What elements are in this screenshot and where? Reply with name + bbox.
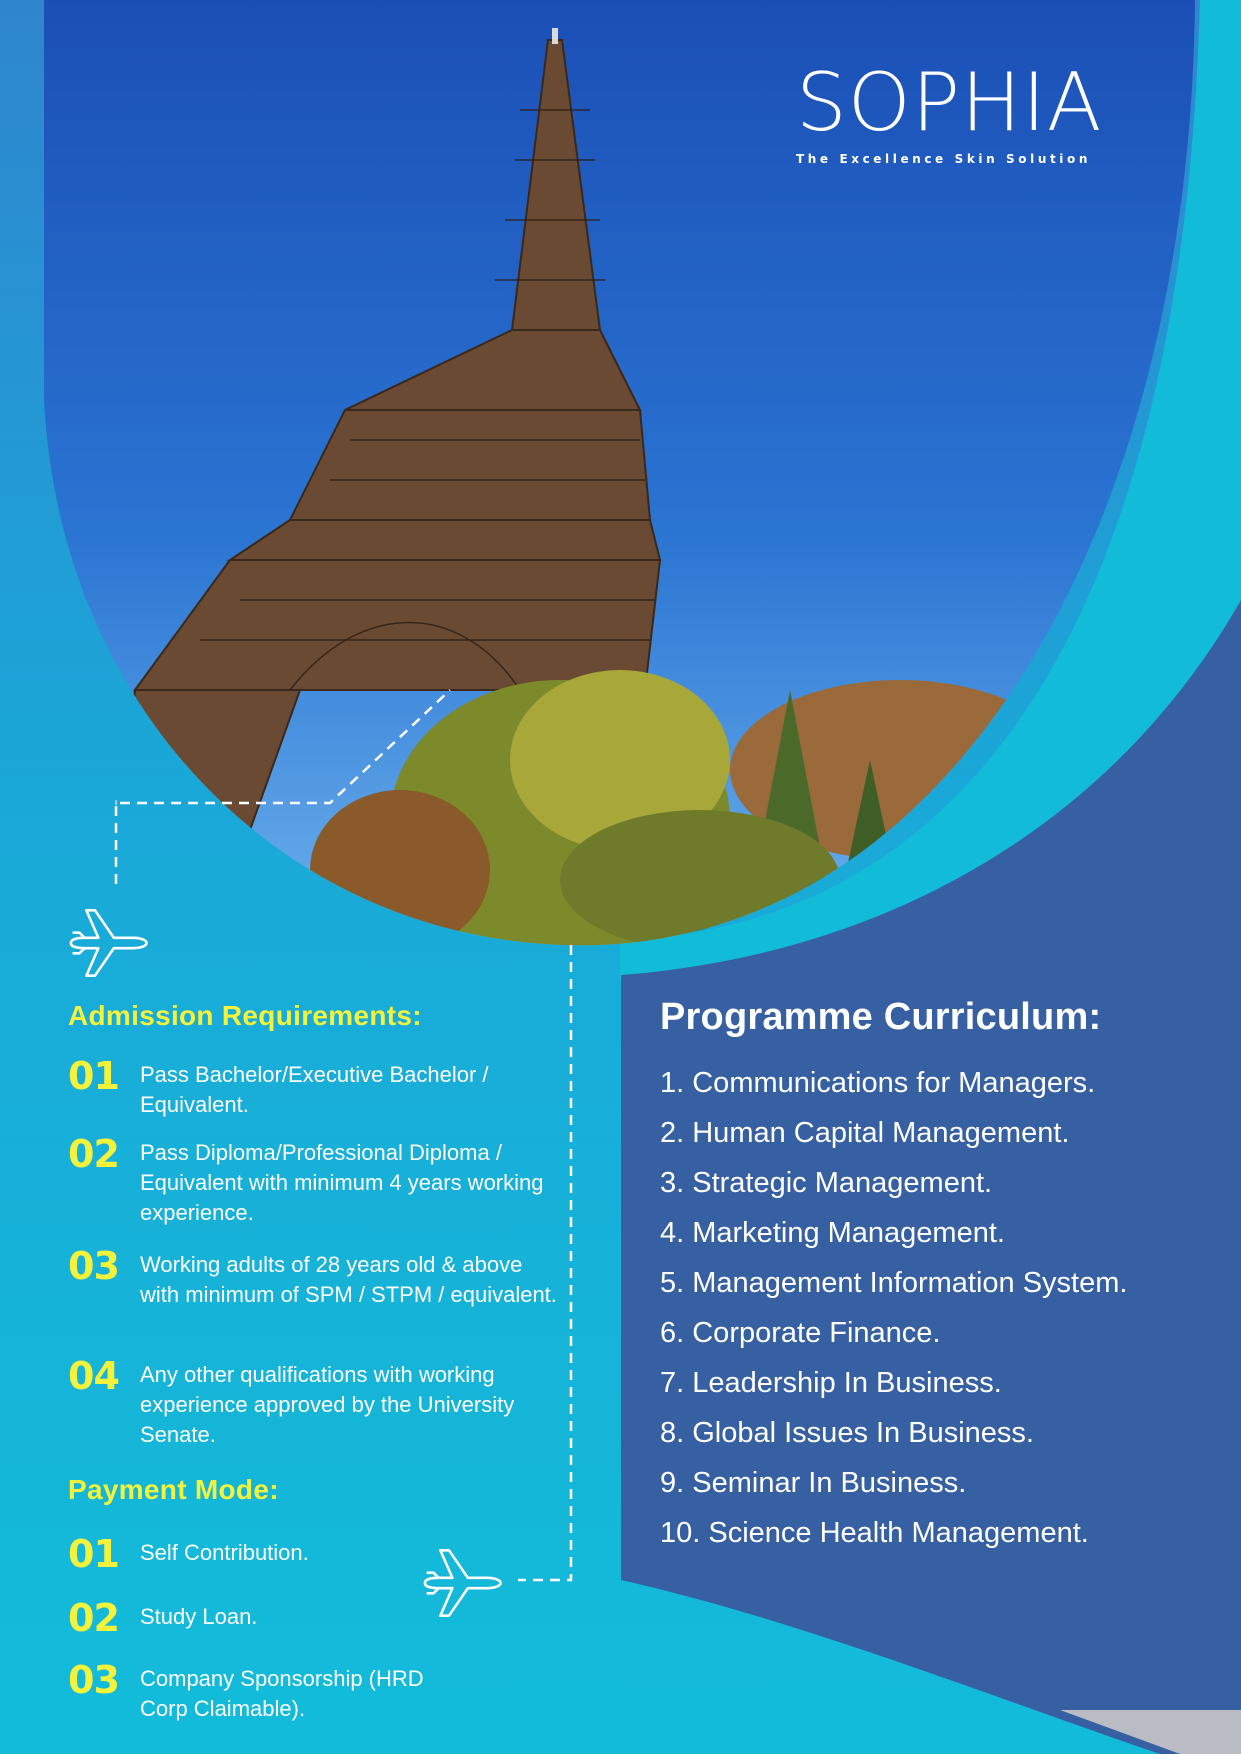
item-text: Working adults of 28 years old & above with minimum of SPM / STPM / equivalent. (140, 1252, 557, 1307)
curriculum-item: 2. Human Capital Management. (660, 1117, 1070, 1149)
item-number: 01 (68, 1532, 119, 1576)
curriculum-item: 7. Leadership In Business. (660, 1367, 1002, 1399)
item-text: Pass Diploma/Professional Diploma / Equivalent with minimum 4 years working experience. (140, 1140, 544, 1225)
item-text: Any other qualifications with working experience approved by the University Senate. (140, 1362, 515, 1447)
item-number: 02 (68, 1596, 119, 1640)
item-number: 03 (68, 1244, 119, 1288)
curriculum-item: 9. Seminar In Business. (660, 1467, 967, 1499)
payment-title: Payment Mode: (68, 1474, 279, 1505)
curriculum-list (660, 1058, 1220, 1558)
logo-tagline: The Excellence Skin Solution (796, 152, 1092, 166)
curriculum-item: 5. Management Information System. (660, 1267, 1128, 1299)
curriculum-title: Programme Curriculum: (660, 996, 1102, 1038)
curriculum-item: 8. Global Issues In Business. (660, 1417, 1034, 1449)
item-number: 04 (68, 1354, 119, 1398)
admission-title: Admission Requirements: (68, 1000, 422, 1031)
curriculum-item: 3. Strategic Management. (660, 1167, 993, 1199)
item-text: Pass Bachelor/Executive Bachelor / Equivalent. (140, 1062, 489, 1117)
curriculum-item: 1. Communications for Managers. (660, 1067, 1096, 1099)
item-number: 01 (68, 1054, 119, 1098)
sophia-logo (796, 58, 1106, 166)
logo-brand: SOPHIA (796, 56, 1103, 149)
airplane-icon (64, 900, 150, 986)
item-text: Study Loan. (140, 1604, 258, 1629)
curriculum-item: 6. Corporate Finance. (660, 1317, 941, 1349)
curriculum-item: 10. Science Health Management. (660, 1517, 1089, 1549)
item-text: Self Contribution. (140, 1540, 309, 1565)
curriculum-item: 4. Marketing Management. (660, 1217, 1005, 1249)
item-text: Company Sponsorship (HRD Corp Claimable). (140, 1666, 424, 1721)
item-number: 02 (68, 1132, 119, 1176)
item-number: 03 (68, 1658, 119, 1702)
